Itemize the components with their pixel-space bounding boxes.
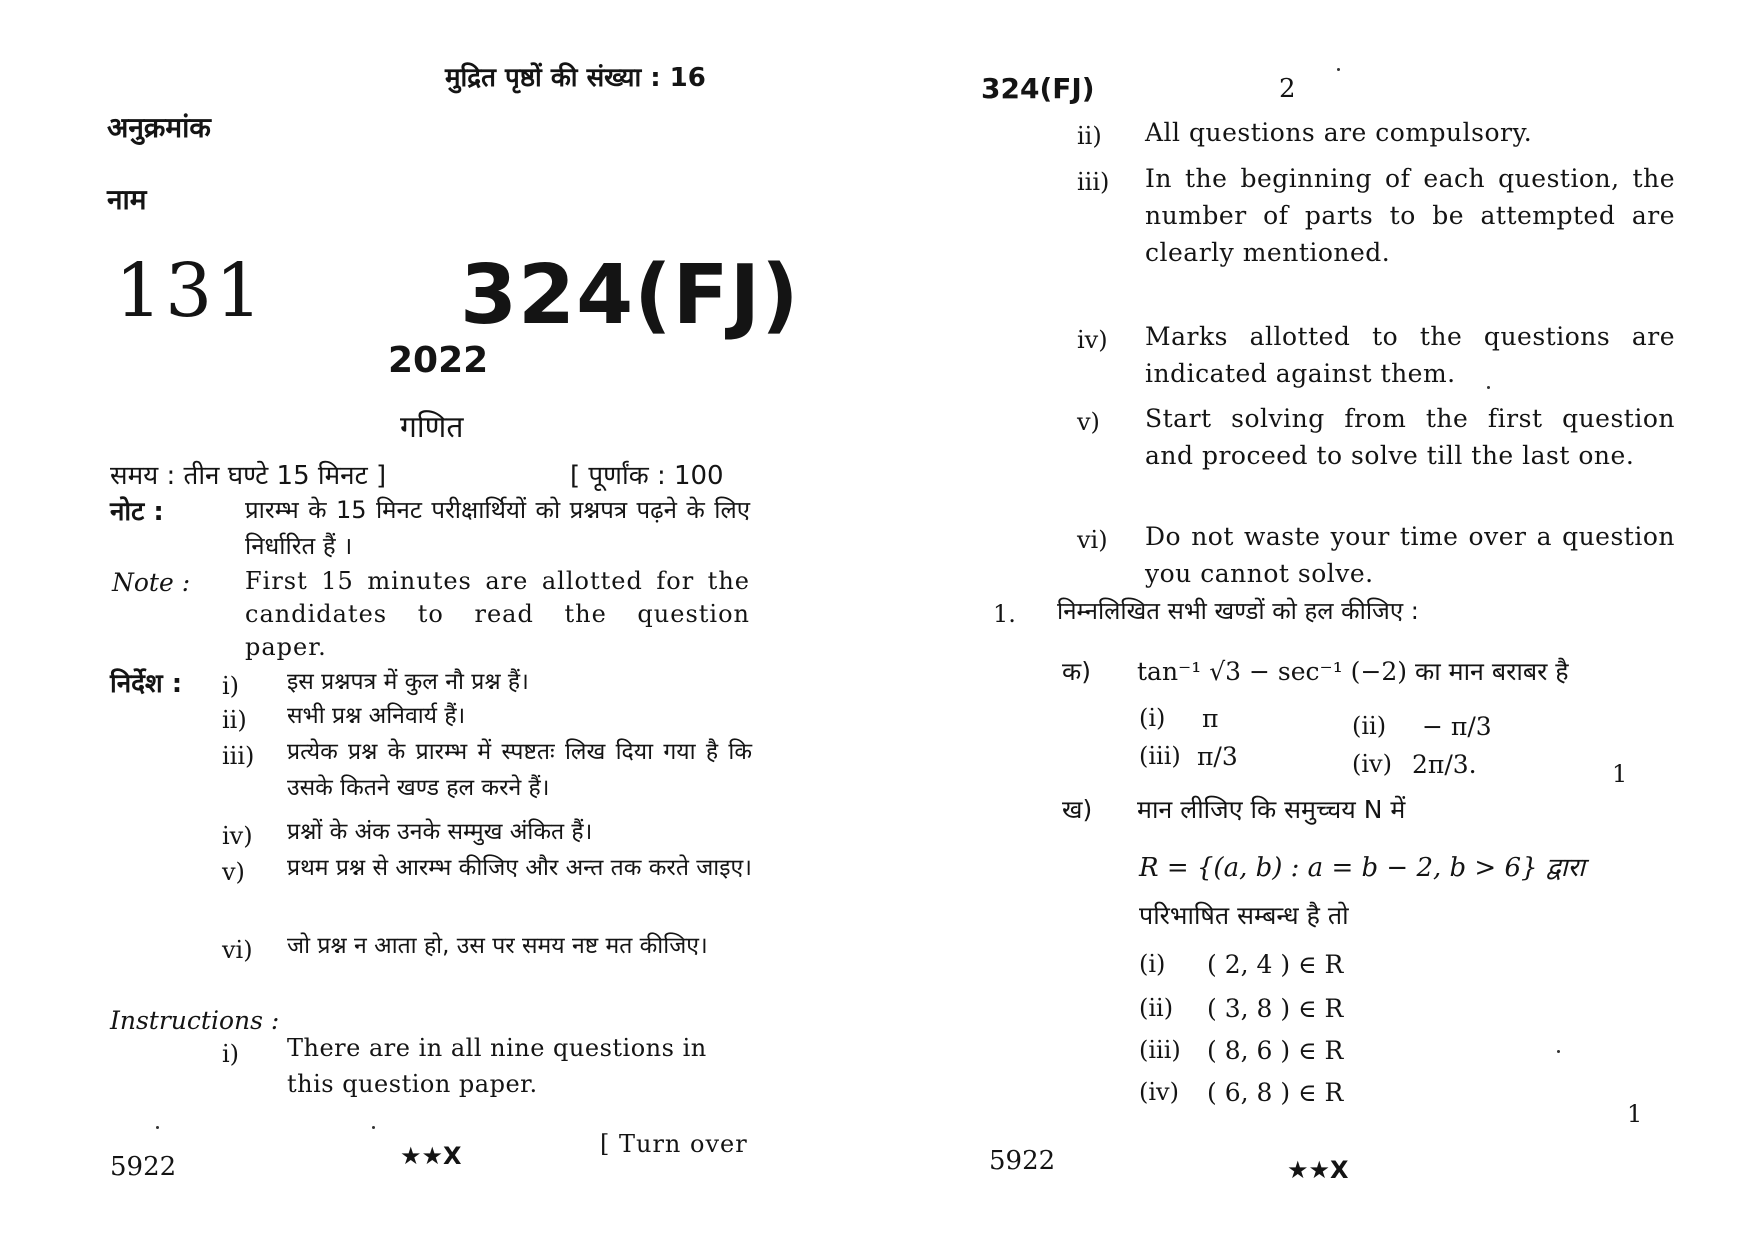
instruction-hindi-number: ii)	[222, 706, 247, 734]
option-value: ( 3, 8 ) ∈ R	[1207, 994, 1344, 1023]
subpart-text: मान लीजिए कि समुच्चय N में	[1137, 795, 1406, 824]
option-label: (iii)	[1139, 742, 1181, 770]
option-label: (ii)	[1352, 712, 1387, 740]
option-label: (ii)	[1139, 994, 1174, 1022]
instruction-hindi-number: vi)	[222, 936, 253, 964]
instruction-english-number: ii)	[1077, 122, 1102, 150]
instruction-english-number: iii)	[1077, 168, 1110, 196]
instruction-english-item: In the beginning of each question, the number of parts to be attempted are clearly mentioned.	[1145, 164, 1675, 267]
option-label: (iv)	[1139, 1078, 1179, 1106]
instruction-hindi-item: प्रत्येक प्रश्न के प्रारम्भ में स्पष्टतः लिख दिया गया है कि उसके कितने खण्ड हल करने हैं।	[287, 739, 752, 801]
instruction-hindi-number: iii)	[222, 742, 255, 770]
option-label: (i)	[1139, 704, 1166, 732]
subject-title: गणित	[400, 410, 464, 445]
subpart-label: ख)	[1062, 795, 1093, 824]
instruction-hindi-item: सभी प्रश्न अनिवार्य हैं।	[287, 703, 466, 729]
instruction-hindi-item: प्रथम प्रश्न से आरम्भ कीजिए और अन्त तक करते जाइए।	[287, 855, 752, 881]
instruction-hindi-number: iv)	[222, 822, 253, 850]
instruction-english-number: i)	[222, 1040, 240, 1068]
instruction-english-item: Marks allotted to the questions are indicated against them.	[1145, 322, 1675, 388]
paper-code-header: 324(FJ)	[981, 72, 1095, 105]
instruction-hindi-item: जो प्रश्न न आता हो, उस पर समय नष्ट मत कीजिए।	[287, 933, 708, 959]
instruction-english-item: Start solving from the first question and proceed to solve till the last one.	[1145, 404, 1675, 470]
subpart-label: क)	[1062, 657, 1091, 686]
marks: 1	[1627, 1100, 1643, 1128]
scan-speck	[1487, 386, 1490, 389]
option-value: ( 6, 8 ) ∈ R	[1207, 1078, 1344, 1107]
option-value: ( 2, 4 ) ∈ R	[1207, 950, 1344, 979]
instruction-hindi-number: i)	[222, 672, 240, 700]
instructions-hindi-label: निर्देश :	[110, 669, 183, 699]
instruction-hindi-number: v)	[222, 858, 245, 886]
option-label: (iv)	[1352, 750, 1392, 778]
instruction-english-item: There are in all nine questions in this question paper.	[287, 1034, 707, 1098]
name-label: नाम	[107, 183, 147, 216]
roll-number-label: अनुक्रमांक	[107, 111, 211, 144]
handwritten-number: 131	[115, 248, 266, 334]
option-value: − π/3	[1422, 712, 1492, 741]
marks: 1	[1612, 760, 1628, 788]
subpart-relation: R = {(a, b) : a = b − 2, b > 6} द्वारा	[1139, 853, 1585, 883]
question-number: 1.	[993, 600, 1016, 628]
option-label: (iii)	[1139, 1036, 1181, 1064]
footer-stars: ★★X	[1287, 1156, 1349, 1184]
paper-code: 324(FJ)	[460, 248, 800, 343]
instruction-english-item: All questions are compulsory.	[1145, 118, 1533, 147]
scan-speck	[372, 1126, 375, 1129]
page-number: 2	[1279, 74, 1296, 104]
note-hindi-label: नोट :	[110, 497, 164, 527]
instruction-english-number: v)	[1077, 408, 1100, 436]
instruction-english-item: Do not waste your time over a question you cannot solve.	[1145, 522, 1675, 588]
instructions-english-label: Instructions :	[110, 1006, 280, 1035]
option-value: π/3	[1197, 742, 1238, 771]
note-english-label: Note :	[112, 568, 191, 597]
instruction-hindi-item: प्रश्नों के अंक उनके सम्मुख अंकित हैं।	[287, 819, 593, 845]
right-page	[877, 0, 1754, 1241]
scan-speck	[1557, 1050, 1560, 1053]
scan-speck	[156, 1126, 159, 1129]
option-value: π	[1202, 704, 1219, 733]
instruction-english-number: iv)	[1077, 326, 1108, 354]
time-allowed: समय : तीन घण्टे 15 मिनट ]	[110, 461, 387, 491]
note-english-text: First 15 minutes are allotted for the candidates to read the question paper.	[245, 567, 750, 661]
note-hindi-text: प्रारम्भ के 15 मिनट परीक्षार्थियों को प्रश्नपत्र पढ़ने के लिए निर्धारित हैं ।	[245, 496, 750, 560]
printed-pages-count: मुद्रित पृष्ठों की संख्या : 16	[445, 63, 706, 93]
subpart-text: परिभाषित सम्बन्ध है तो	[1139, 901, 1349, 930]
turn-over-note: [ Turn over	[600, 1130, 748, 1158]
instruction-hindi-item: इस प्रश्नपत्र में कुल नौ प्रश्न हैं।	[287, 669, 529, 695]
scan-speck	[1337, 68, 1340, 71]
instruction-english-number: vi)	[1077, 526, 1108, 554]
option-value: ( 8, 6 ) ∈ R	[1207, 1036, 1344, 1065]
subpart-expression: tan⁻¹ √3 − sec⁻¹ (−2) का मान बराबर है	[1137, 657, 1569, 686]
option-value: 2π/3.	[1412, 750, 1477, 779]
footer-stars: ★★X	[400, 1142, 462, 1170]
footer-code: 5922	[989, 1146, 1056, 1176]
exam-year: 2022	[388, 340, 489, 381]
option-label: (i)	[1139, 950, 1166, 978]
footer-code: 5922	[110, 1152, 177, 1182]
question-text: निम्नलिखित सभी खण्डों को हल कीजिए :	[1057, 597, 1419, 625]
max-marks: [ पूर्णांक : 100	[570, 461, 724, 491]
